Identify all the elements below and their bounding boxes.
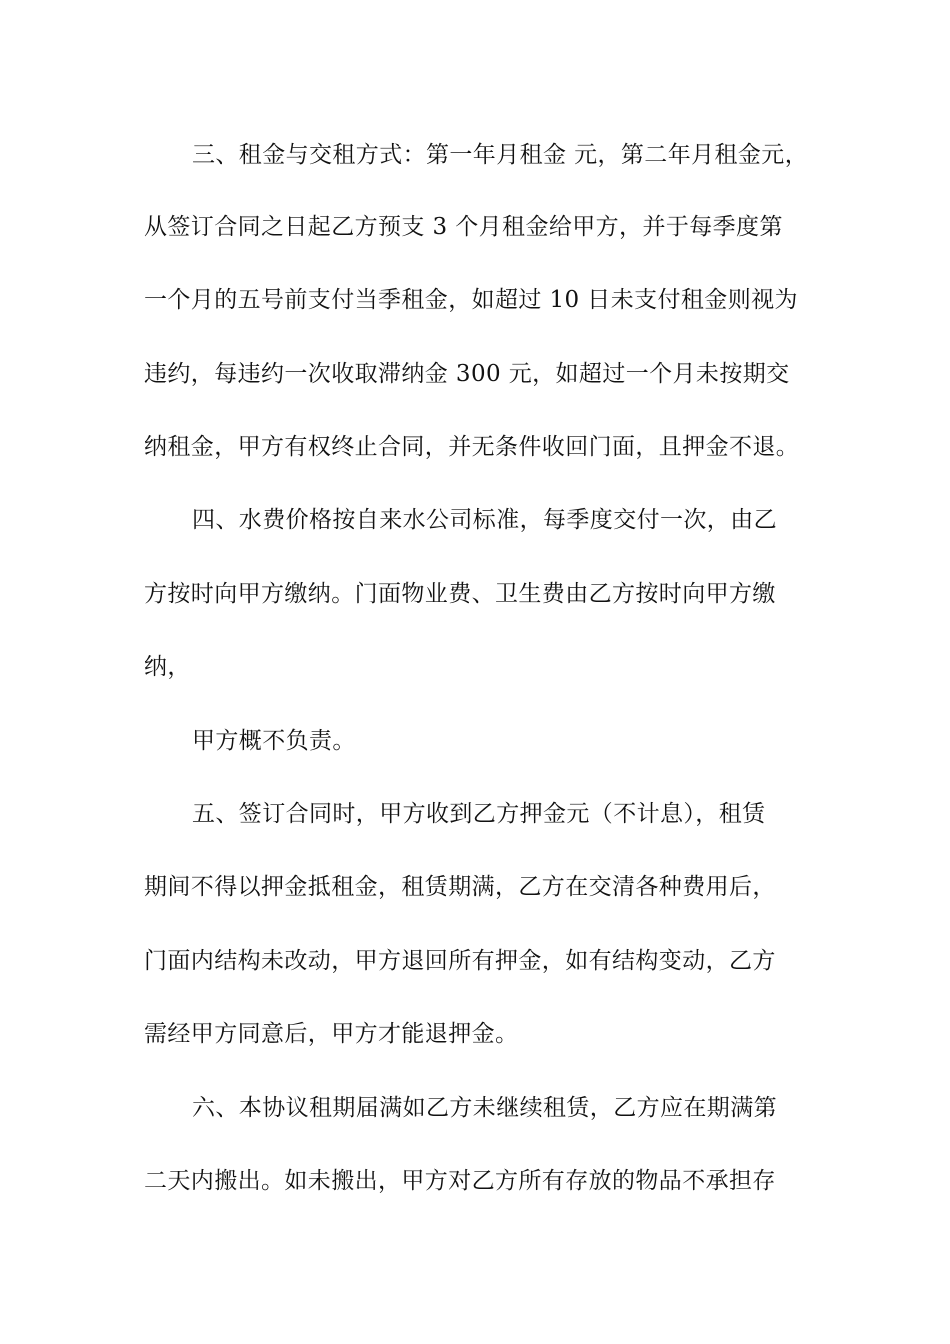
- clause-5-line-2: 期间不得以押金抵租金，租赁期满，乙方在交清各种费用后，: [144, 874, 776, 900]
- clause-4-line-4: 甲方概不负责。: [192, 728, 356, 754]
- clause-3-line-1: 三、租金与交租方式：第一年月租金 元，第二年月租金元，: [192, 142, 809, 168]
- clause-3-line-2: 从签订合同之日起乙方预支 3 个月租金给甲方，并于每季度第: [144, 214, 783, 240]
- clause-3-line-5: 纳租金，甲方有权终止合同，并无条件收回门面，且押金不退。: [144, 434, 800, 460]
- clause-4-line-3: 纳，: [144, 654, 191, 680]
- clause-3-line-3: 一个月的五号前支付当季租金，如超过 10 日未支付租金则视为: [144, 287, 798, 313]
- clause-4-line-2: 方按时向甲方缴纳。门面物业费、卫生费由乙方按时向甲方缴: [144, 581, 776, 607]
- clause-5-line-4: 需经甲方同意后，甲方才能退押金。: [144, 1021, 519, 1047]
- clause-5-line-1: 五、签订合同时，甲方收到乙方押金元（不计息），租赁: [192, 801, 766, 827]
- clause-6-line-1: 六、本协议租期届满如乙方未继续租赁，乙方应在期满第: [192, 1095, 777, 1121]
- clause-5-line-3: 门面内结构未改动，甲方退回所有押金，如有结构变动，乙方: [144, 948, 776, 974]
- clause-6-line-2: 二天内搬出。如未搬出，甲方对乙方所有存放的物品不承担存: [144, 1168, 776, 1194]
- clause-3-line-4: 违约，每违约一次收取滞纳金 300 元，如超过一个月未按期交: [144, 361, 790, 387]
- clause-4-line-1: 四、水费价格按自来水公司标准，每季度交付一次，由乙: [192, 507, 777, 533]
